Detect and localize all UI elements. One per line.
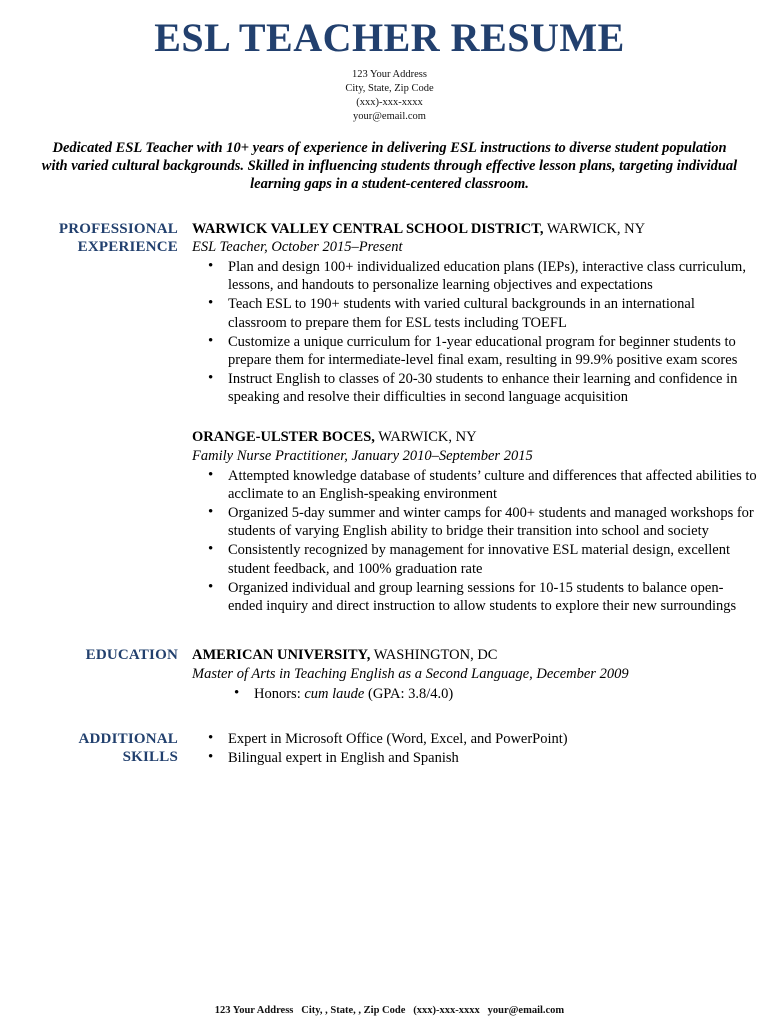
- list-item: [192, 685, 757, 703]
- section-label-skills-line2: SKILLS: [122, 748, 178, 765]
- honors-prefix: Honors:: [254, 685, 305, 702]
- list-item: • Organized individual and group learning sessions for 10-15 students to balance open-ended inquiry and direct instruction to allow students to explore their new surroundings: [192, 579, 757, 615]
- job-org-name: WARWICK VALLEY CENTRAL SCHOOL DISTRICT,: [192, 220, 544, 237]
- job-organization: [192, 428, 757, 447]
- section-professional-experience: [0, 220, 779, 616]
- job-bullet-list: [192, 258, 757, 406]
- list-item: • Plan and design 100+ individualized education plans (IEPs), interactive class curriculum, lessons, and handouts to personalize learning objectives and expectations: [192, 258, 757, 294]
- footer-gap-3: [480, 1005, 488, 1016]
- section-label-experience-line1: PROFESSIONAL: [58, 220, 178, 237]
- job-org-name: ORANGE-ULSTER BOCES,: [192, 429, 375, 446]
- experience-entries: [192, 220, 757, 616]
- section-label-experience: [40, 220, 192, 257]
- list-item: • Customize a unique curriculum for 1-year educational program for beginner students to prepare them for intermediate-level final exam, resulting in 99.9% positive exam scores: [192, 333, 757, 369]
- job-organization: [192, 220, 757, 239]
- honors-gpa: (GPA: 3.8/4.0): [364, 685, 454, 702]
- list-item: • Organized 5-day summer and winter camps for 400+ students and managed workshops for students of varying English ability to bridge their transition into school and society: [192, 504, 757, 540]
- contact-address: 123 Your Address: [352, 69, 427, 80]
- section-education: [0, 646, 779, 704]
- skills-entries: [192, 730, 757, 768]
- job-org-location: WARWICK, NY: [543, 220, 646, 237]
- job-entry: [192, 220, 757, 407]
- section-label-skills: [40, 730, 192, 767]
- education-school-location: WASHINGTON, DC: [370, 646, 498, 663]
- contact-city-state-zip: City, State, Zip Code: [345, 82, 434, 94]
- job-role-dates: ESL Teacher, October 2015–Present: [192, 239, 403, 256]
- section-label-education-line1: EDUCATION: [85, 646, 178, 663]
- list-item: • Attempted knowledge database of students’ culture and differences that affected abilities to acclimate to an English-speaking environment: [192, 467, 757, 503]
- education-degree: Master of Arts in Teaching English as a Second Language, December 2009: [192, 665, 629, 682]
- footer-address: 123 Your Address: [214, 1005, 294, 1016]
- section-label-skills-line1: ADDITIONAL: [78, 730, 178, 747]
- list-item: • Teach ESL to 190+ students with varied cultural backgrounds in an international classroom to prepare them for ESL tests including TOEFL: [192, 295, 757, 331]
- footer-email: your@email.com: [487, 1005, 565, 1016]
- job-bullet-list: [192, 467, 757, 615]
- list-item: • Expert in Microsoft Office (Word, Excel, and PowerPoint): [192, 730, 757, 748]
- contact-block: [0, 68, 779, 123]
- job-entry: [192, 428, 757, 615]
- list-item: • Instruct English to classes of 20-30 students to enhance their learning and confidence in speaking and resolve their difficulties in second language acquisition: [192, 370, 757, 406]
- education-bullet-list: [192, 685, 757, 703]
- job-role-dates: Family Nurse Practitioner, January 2010–September 2015: [192, 448, 533, 465]
- contact-phone: (xxx)-xxx-xxxx: [356, 96, 423, 108]
- summary-statement: Dedicated ESL Teacher with 10+ years of experience in delivering ESL instructions to diverse student population with varied cultural backgrounds. Skilled in influencing students through effective lesson plans, targeting individual learning gaps in a student-centered classroom.: [41, 140, 738, 192]
- education-school: [192, 646, 757, 665]
- education-school-name: AMERICAN UNIVERSITY,: [192, 646, 371, 663]
- footer-city-state-zip: City, , State, , Zip Code: [301, 1005, 406, 1016]
- contact-email: your@email.com: [353, 110, 426, 122]
- job-org-location: WARWICK, NY: [374, 429, 477, 446]
- skills-bullet-list: [192, 730, 757, 767]
- page-footer: [0, 1005, 779, 1016]
- footer-phone: (xxx)-xxx-xxxx: [413, 1005, 480, 1016]
- list-item: • Consistently recognized by management for innovative ESL material design, excellent student feedback, and 100% graduation rate: [192, 541, 757, 577]
- page-title: ESL TEACHER RESUME: [154, 15, 625, 60]
- education-entries: [192, 646, 757, 704]
- honors-distinction: cum laude: [304, 685, 365, 702]
- section-label-education: [40, 646, 192, 664]
- list-item: • Bilingual expert in English and Spanish: [192, 749, 757, 767]
- section-additional-skills: [0, 730, 779, 768]
- section-label-experience-line2: EXPERIENCE: [77, 238, 178, 255]
